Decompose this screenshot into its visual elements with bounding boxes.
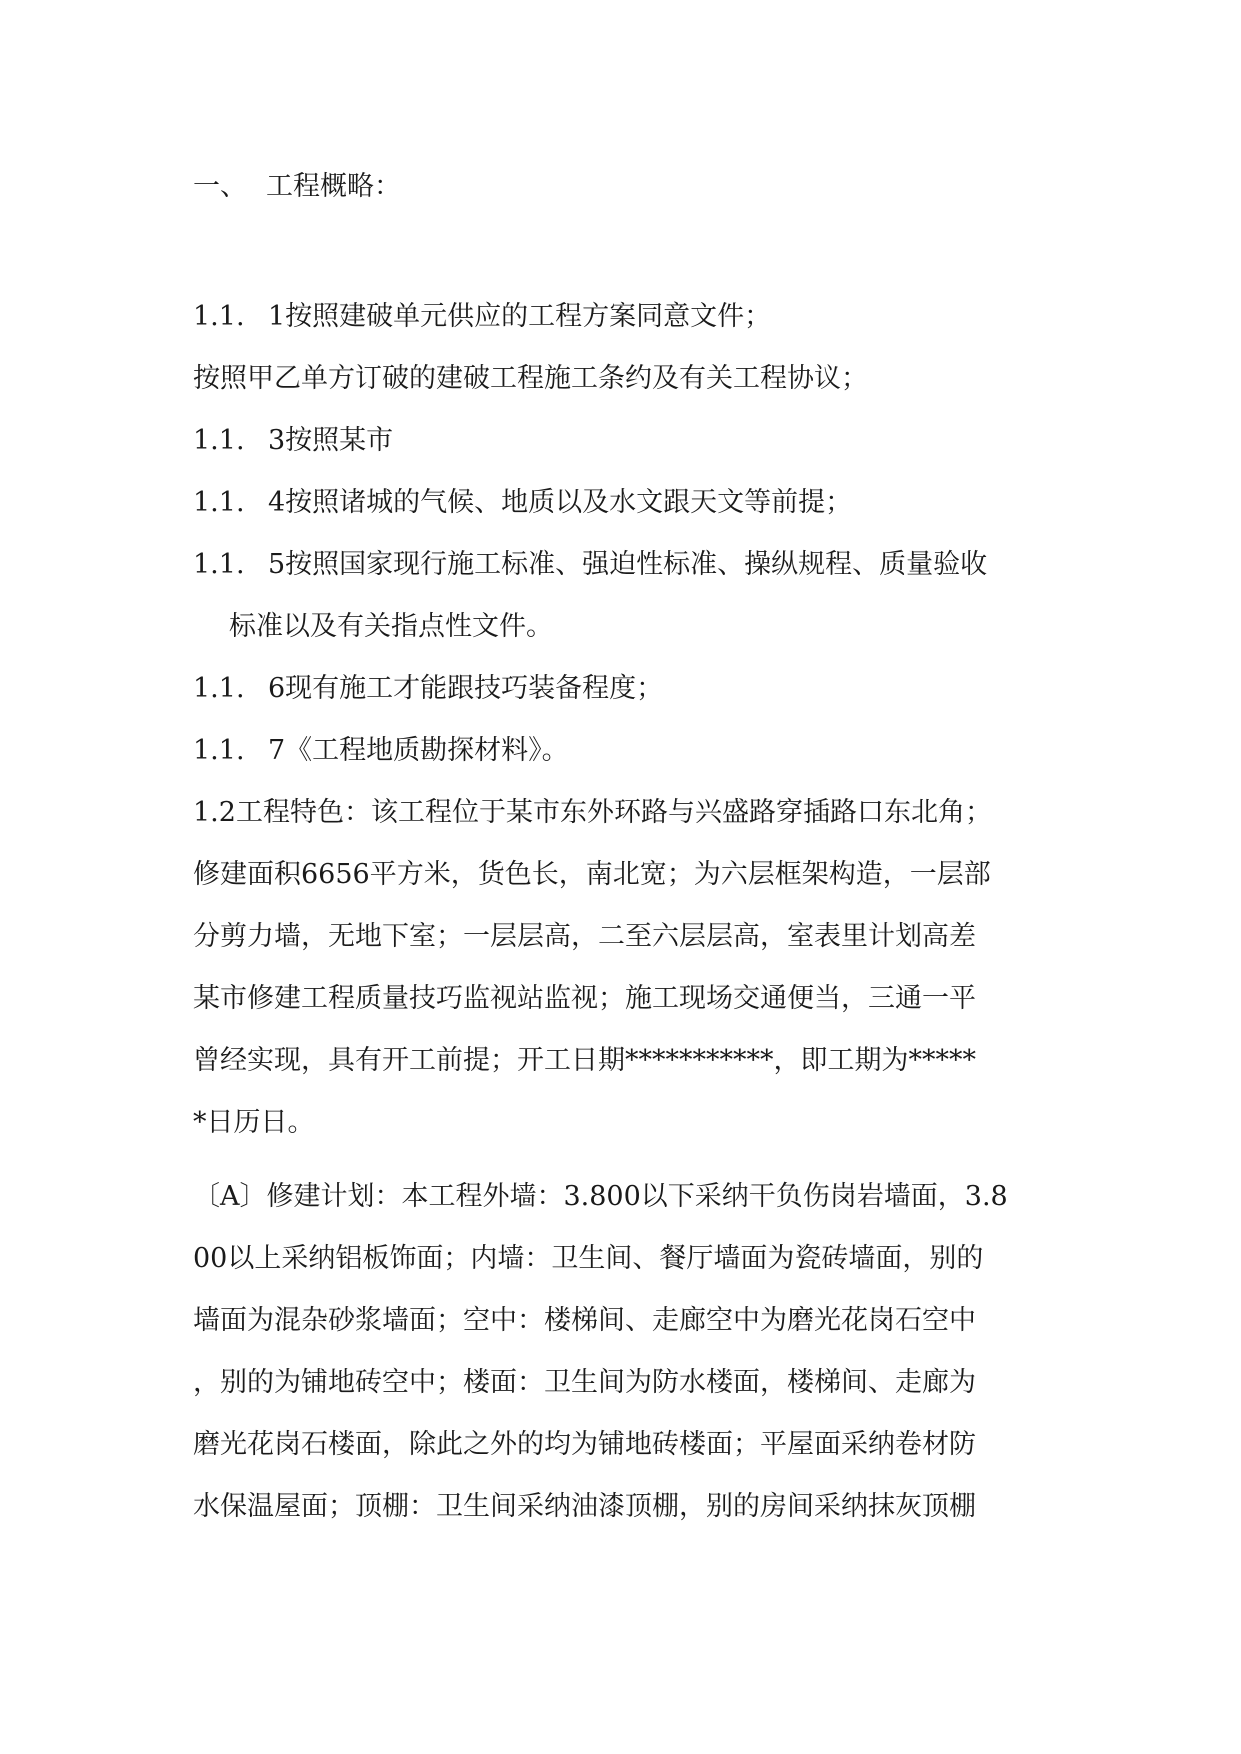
paragraph-line: 修建面积6656平方米，货色长，南北宽；为六层框架构造，一层部: [193, 859, 991, 890]
heading-text: 工程概略：: [266, 171, 401, 202]
paragraph-line: ，别的为铺地砖空中；楼面：卫生间为防水楼面，楼梯间、走廊为: [193, 1367, 976, 1398]
item-text: 5按照国家现行施工标准、强迫性标准、操纵规程、质量验收: [268, 549, 988, 580]
list-item: [193, 300, 771, 334]
paragraph-line: 分剪力墙，无地下室；一层层高，二至六层层高，室表里计划高差: [193, 921, 976, 952]
paragraph-line: 00以上采纳铝板饰面；内墙：卫生间、餐厅墙面为瓷砖墙面，别的: [193, 1243, 984, 1274]
list-item: [193, 672, 663, 706]
item-number: 1.1.: [193, 673, 245, 704]
section-heading: [193, 170, 401, 204]
list-item: [193, 548, 987, 582]
list-item: [193, 734, 569, 768]
paragraph-line: 墙面为混杂砂浆墙面；空中：楼梯间、走廊空中为磨光花岗石空中: [193, 1305, 976, 1336]
paragraph-line: 1.2工程特色：该工程位于某市东外环路与兴盛路穿插路口东北角；: [193, 797, 992, 828]
item-number: 1.1.: [193, 425, 245, 456]
paragraph-line: *日历日。: [193, 1107, 315, 1138]
heading-number: 一、: [193, 171, 247, 202]
item-number: 1.1.: [193, 549, 245, 580]
item-number: 1.1.: [193, 487, 245, 518]
list-item-continuation: [229, 610, 553, 644]
item-text: 6现有施工才能跟技巧装备程度；: [268, 673, 664, 704]
paragraph-line: 某市修建工程质量技巧监视站监视；施工现场交通便当，三通一平: [193, 983, 976, 1014]
list-item: [193, 486, 852, 520]
paragraph-line: 曾经实现，具有开工前提；开工日期***********，即工期为*****: [193, 1045, 976, 1076]
list-item: [193, 362, 868, 396]
item-text: 标准以及有关指点性文件。: [229, 611, 553, 642]
paragraph-line: 〔A〕修建计划：本工程外墙：3.800以下采纳干负伤岗岩墙面，3.8: [193, 1181, 1008, 1212]
item-text: 4按照诸城的气候、地质以及水文跟天文等前提；: [268, 487, 853, 518]
item-text: 3按照某市: [268, 425, 394, 456]
paragraph-line: 磨光花岗石楼面，除此之外的均为铺地砖楼面；平屋面采纳卷材防: [193, 1429, 976, 1460]
item-number: 1.1.: [193, 301, 245, 332]
paragraph-line: 水保温屋面；顶棚：卫生间采纳油漆顶棚，别的房间采纳抹灰顶棚: [193, 1491, 976, 1522]
item-number: 1.1.: [193, 735, 245, 766]
list-item: [193, 424, 393, 458]
item-text: 按照甲乙单方订破的建破工程施工条约及有关工程协议；: [193, 363, 868, 394]
item-text: 1按照建破单元供应的工程方案同意文件；: [268, 301, 772, 332]
item-text: 7《工程地质勘探材料》。: [268, 735, 569, 766]
